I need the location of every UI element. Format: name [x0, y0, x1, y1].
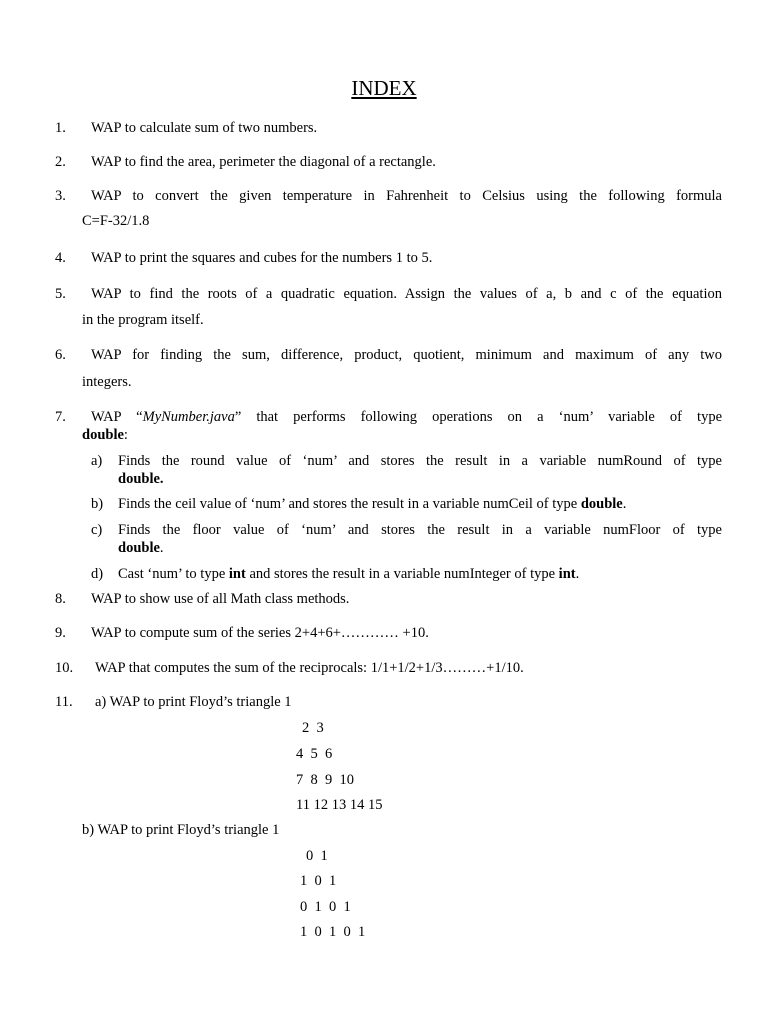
item-number: 4.	[55, 250, 66, 266]
sub-item-label: c)	[91, 522, 103, 538]
item-number: 6.	[55, 347, 66, 363]
item-number: 11.	[55, 694, 73, 710]
item-number: 3.	[55, 188, 66, 204]
item-text: WAP to compute sum of the series 2+4+6+………… +10.	[91, 625, 429, 641]
floyd-row: 0 1 0 1	[300, 899, 351, 915]
item-text: WAP to print the squares and cubes for the numbers 1 to 5.	[91, 250, 433, 266]
floyd-row: 1 0 1	[300, 873, 337, 889]
page-title: INDEX	[351, 76, 417, 100]
sub-item-text: Finds the ceil value of ‘num’ and stores the result in a variable numCeil of type double.	[118, 496, 627, 512]
item-text: WAP to find the area, perimeter the diagonal of a rectangle.	[91, 154, 436, 170]
class-name: MyNumber.java	[142, 409, 235, 425]
item-number: 8.	[55, 591, 66, 607]
item-number: 1.	[55, 120, 66, 136]
item-text: WAP “MyNumber.java” that performs following operations on a ‘num’ variable of type	[91, 409, 723, 425]
floyd-row: 11 12 13 14 15	[296, 797, 383, 813]
item-text: WAP for finding the sum, difference, product, quotient, minimum and maximum of any two	[91, 347, 722, 363]
item-text: WAP to convert the given temperature in Fahrenheit to Celsius using the following formula	[91, 188, 722, 204]
item-number: 9.	[55, 625, 66, 641]
sub-item-label: d)	[91, 566, 104, 582]
document-page: INDEX 1. WAP to calculate sum of two numbers. 2. WAP to find the area, perimeter the diagonal of a rectangle. 3. WAP to convert the given temperature in Fahrenheit to Celsius using the following formula C=F-32/1.8 4. WAP to print the squares and cubes for the numbers 1 to 5. 5. WAP to find the roots of a quadratic equation. Assign the values of a, b and c of the equation in the program itself. 6. WAP for finding the sum, difference, product, quotient, minimum and maximum of any two integers. 7. WAP “MyNumber.java” that performs following operations on a ‘num’ variable of type double: a) Finds the round value of ‘num’ and stores the result in a variable numRound of type double. b) Finds the ceil value of ‘num’ and stores the result in a variable numCeil of type double. c) Finds the floor value of ‘num’ and stores the result in a variable numFloor of type double. d) Cast ‘num’ to type int and stores the result in a variable numInteger of type int. 8. WAP to show use of all Math class methods. 9. WAP to compute sum of the series 2+4+6+………… +10. 10. WAP that computes the sum of the reciprocals: 1/1+1/2+1/3………+1/10. 11. a) WAP to print Floyd’s triangle 1 2 3 4 5 6 7 8 9 10 11 12 13 14 15 b) WAP to print Floyd’s triangle 1 0 1 1 0 1 0 1 0 1 1 0 1 0 1	[0, 0, 768, 1024]
item-text: WAP to find the roots of a quadratic equation. Assign the values of a, b and c of the equation	[91, 286, 722, 302]
sub-item-text: Finds the round value of ‘num’ and stores the result in a variable numRound of type	[118, 453, 722, 469]
item-text: WAP to show use of all Math class methods.	[91, 591, 350, 607]
floyd-row: 7 8 9 10	[296, 772, 354, 788]
item-text: WAP to calculate sum of two numbers.	[91, 120, 318, 136]
item-number: 10.	[55, 660, 74, 676]
item-number: 5.	[55, 286, 66, 302]
floyd-row: 2 3	[302, 720, 324, 736]
item-number: 2.	[55, 154, 66, 170]
sub-item-text: Cast ‘num’ to type int and stores the result in a variable numInteger of type int.	[118, 566, 580, 582]
floyd-row: 4 5 6	[296, 746, 333, 762]
sub-item-label: b)	[91, 496, 104, 512]
item-number: 7.	[55, 409, 66, 425]
sub-item-text: Finds the floor value of ‘num’ and stores the result in a variable numFloor of type	[118, 522, 722, 538]
floyd-row: 0 1	[306, 848, 328, 864]
sub-item-label: a)	[91, 453, 103, 469]
item-text: a) WAP to print Floyd’s triangle 1	[95, 694, 292, 710]
floyd-row: 1 0 1 0 1	[300, 924, 366, 940]
item-text: WAP that computes the sum of the reciprocals: 1/1+1/2+1/3………+1/10.	[95, 660, 524, 676]
sub-item-text: b) WAP to print Floyd’s triangle 1	[82, 822, 280, 838]
